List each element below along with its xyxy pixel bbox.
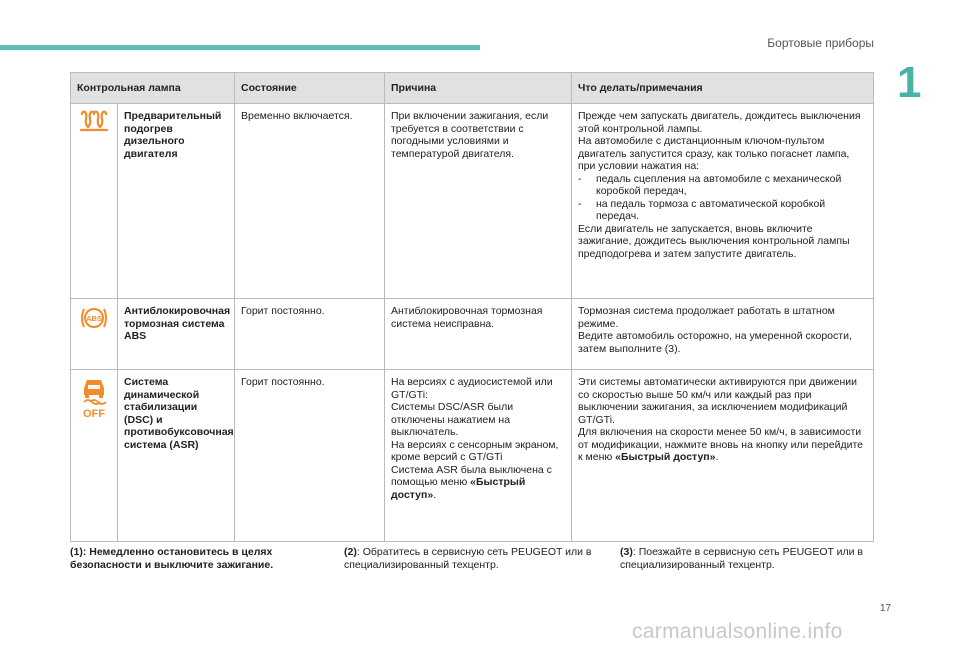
footnote-3: (3): Поезжайте в сервисную сеть PEUGEOT или в специализированный техцентр. [620, 546, 863, 571]
lamp-name: Предварительный подогрев дизельного двигателя [118, 104, 235, 299]
footnote-number: 2 [347, 546, 354, 558]
warning-lamps-table [70, 72, 874, 542]
dash-mark: - [578, 172, 582, 185]
lamp-action [572, 104, 874, 299]
lamp-cause: При включении зажигания, если требуется в соответствии с погодными условиями и температурой двигателя. [385, 104, 572, 299]
action-outro: Если двигатель не запускается, вновь включите зажигание, дождитесь выключения контрольной лампы предподогрева и затем запустите двигатель. [578, 222, 850, 260]
footnote-number: 3 [623, 546, 630, 558]
lamp-name: Антиблокировочная тормозная система ABS [118, 299, 235, 370]
col-header-state: Состояние [235, 73, 385, 104]
dash-text: педаль сцепления на автомобиле с механической коробкой передач, [596, 172, 842, 197]
footnote-2: (2): Обратитесь в сервисную сеть PEUGEOT или в специализированный техцентр. [344, 546, 592, 571]
footnote-1: (1): Немедленно остановитесь в целях безопасности и выключите зажигание. [70, 546, 274, 571]
lamp-action: Тормозная система продолжает работать в штатном режиме. Ведите автомобиль осторожно, на умеренной скорости, затем выполните (3). [572, 299, 874, 370]
abs-icon [79, 305, 109, 331]
col-header-cause: Причина [385, 73, 572, 104]
lamp-state: Горит постоянно. [235, 370, 385, 542]
table-row [71, 299, 874, 370]
table-header-row [71, 73, 874, 104]
section-title: Бортовые приборы [767, 36, 874, 50]
footnote-text: Поезжайте в сервисную сеть PEUGEOT или в специализированный техцентр. [620, 546, 863, 571]
lamp-icon-cell [71, 299, 118, 370]
action-intro: Прежде чем запускать двигатель, дождитесь выключения этой контрольной лампы. На автомобиле с дистанционным ключом-пультом двигатель запустится сразу, как только погаснет лампа, при условии нажатия на: [578, 110, 861, 172]
table-row [71, 104, 874, 299]
cause-end: . [433, 488, 437, 501]
footnote-text: Обратитесь в сервисную сеть PEUGEOT или в специализированный техцентр. [344, 546, 592, 571]
action-end: . [715, 451, 719, 463]
dash-item [578, 198, 867, 223]
footnote-text: Немедленно остановитесь в целях безопасности и выключите зажигание. [70, 546, 274, 571]
chapter-number: 1 [897, 58, 922, 107]
dsc-off-label: OFF [83, 408, 105, 418]
watermark: carmanualsonline.info [632, 620, 843, 643]
lamp-icon-cell [71, 104, 118, 299]
table-row [71, 370, 874, 542]
dash-mark: - [578, 197, 582, 210]
lamp-action [572, 370, 874, 542]
dash-item [578, 173, 867, 198]
col-header-action: Что делать/примечания [572, 73, 874, 104]
lamp-cause [385, 370, 572, 542]
lamp-icon-cell [71, 370, 118, 542]
quick-access-menu-ref: «Быстрый доступ» [615, 451, 716, 463]
glow-plug-icon [79, 110, 109, 132]
top-accent-bar [0, 45, 480, 50]
footnote-number: 1 [73, 546, 80, 558]
lamp-cause: Антиблокировочная тормозная система неисправна. [385, 299, 572, 370]
abs-icon-label: ABS [86, 314, 102, 323]
quick-access-menu-ref: «Быстрый доступ» [391, 476, 526, 501]
lamp-name: Система динамической стабилизации (DSC) и противобуксовочная система (ASR) [118, 370, 235, 542]
lamp-state: Временно включается. [235, 104, 385, 299]
dash-text: на педаль тормоза с автоматической коробкой передач. [596, 197, 826, 222]
page-number: 17 [880, 603, 892, 614]
dsc-off-icon [79, 376, 109, 418]
cause-text: На версиях с аудиосистемой или GT/GTi: Системы DSC/ASR были отключены нажатием на выключатель. На версиях с сенсорным экраном, кроме версий с GT/GTi Система ASR была выключена с помощью меню [391, 376, 559, 488]
action-text: Эти системы автоматически активируются при движении со скоростью выше 50 км/ч или каждый раз при выключении зажигания, за исключением модификаций GT/GTi. Для включения на скорости менее 50 км/ч, в зависимости от модификации, нажмите вновь на кнопку или перейдите к меню [578, 376, 863, 463]
lamp-state: Горит постоянно. [235, 299, 385, 370]
col-header-lamp: Контрольная лампа [71, 73, 235, 104]
